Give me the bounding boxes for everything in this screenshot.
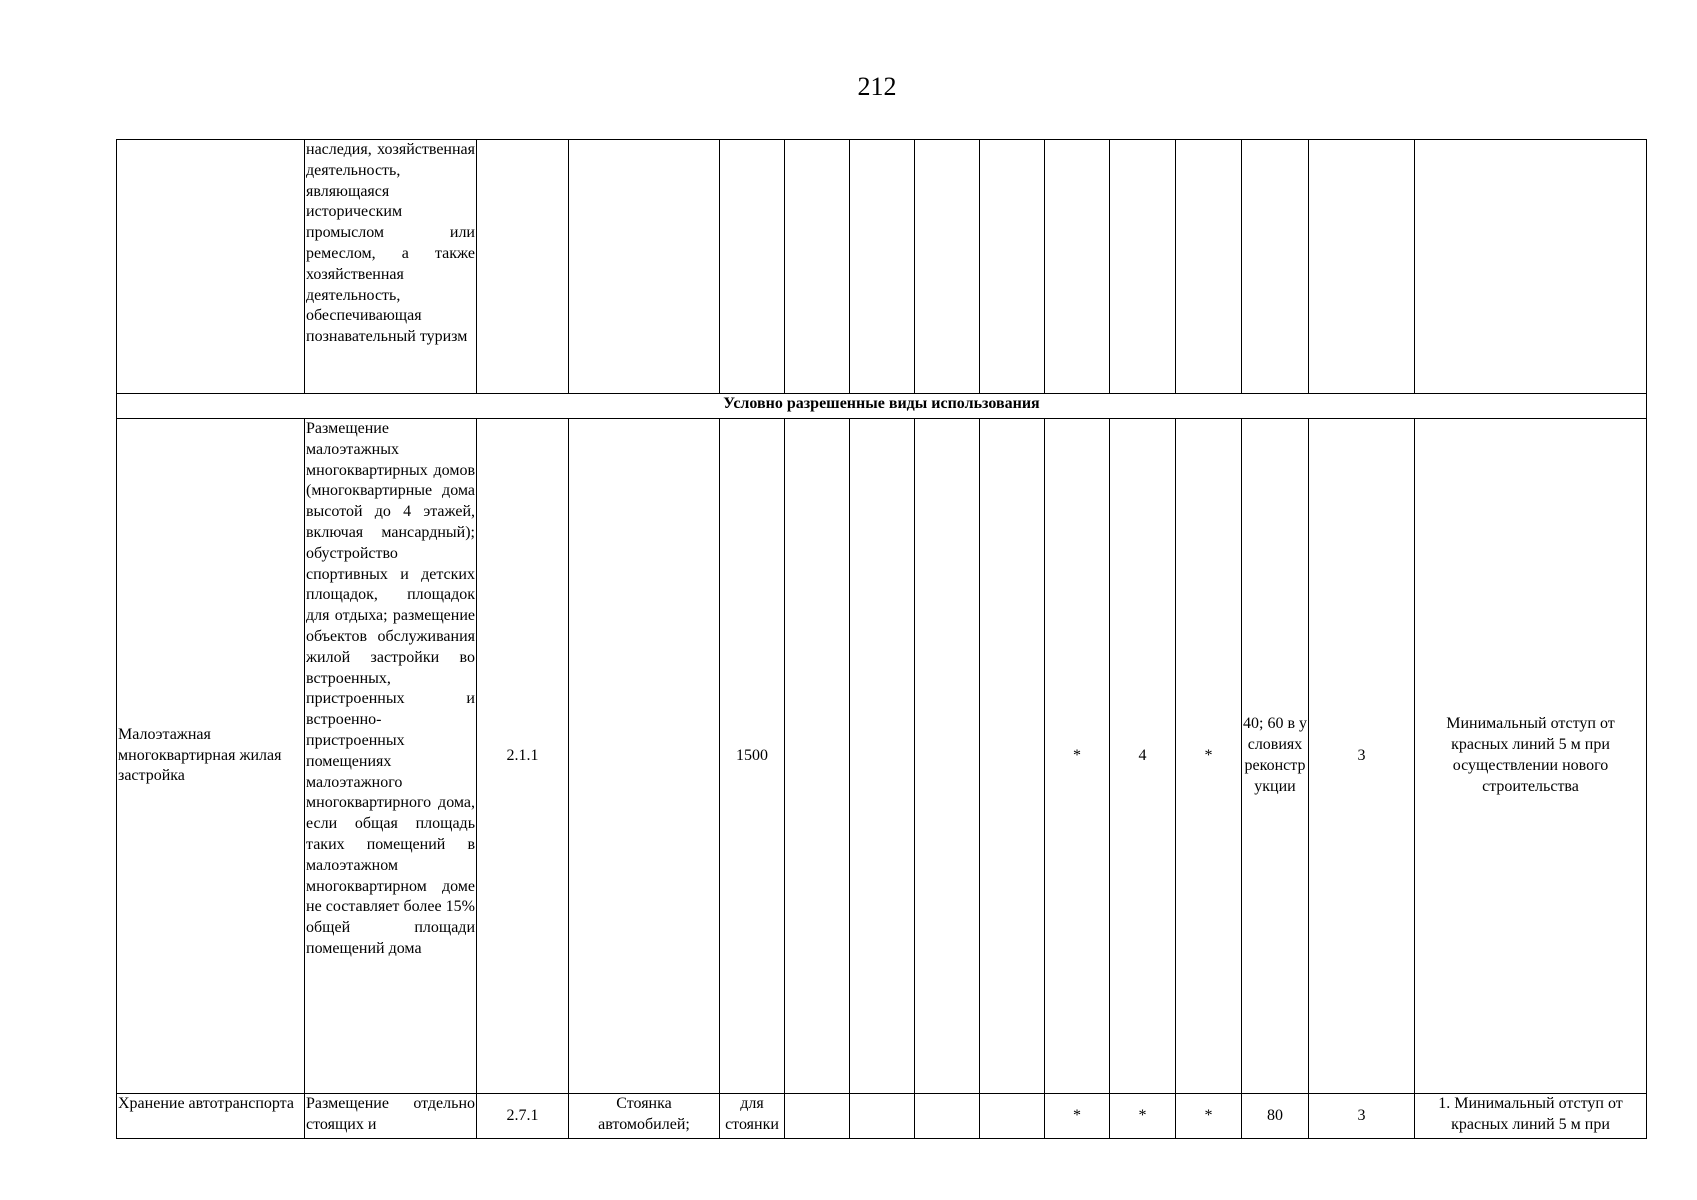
table-cell: [785, 1094, 850, 1139]
table-cell: [785, 140, 850, 394]
table-cell: [850, 140, 915, 394]
table-cell: [980, 1094, 1045, 1139]
table-cell: [1415, 140, 1647, 394]
table-cell: [1176, 140, 1242, 394]
table-cell: [569, 140, 720, 394]
use-code: 2.1.1: [477, 419, 569, 1094]
use-description: Размещение малоэтажных многоквартирных домов (многоквартирные дома высотой до 4 этажей, включая мансардный); обустройство спортивных и детских площадок, площадок для отдыха; размещение объектов обслуживания жилой застройки во встроенных, пристроенных и встроенно-пристроенных помещениях малоэтажного многоквартирного дома, если общая площадь таких помещений в малоэтажном многоквартирном доме не составляет более 15% общей площади помещений дома: [305, 419, 477, 1094]
use-name: Малоэтажная многоквартирная жилая застройка: [117, 419, 305, 1094]
param-value: 4: [1110, 419, 1176, 1094]
use-code: 2.7.1: [477, 1094, 569, 1139]
param-value: *: [1045, 419, 1110, 1094]
table-cell: [850, 419, 915, 1094]
regulations-table: [116, 139, 1647, 1139]
table-cell: [915, 1094, 980, 1139]
table-row: [117, 419, 1647, 1094]
table-cell: [785, 419, 850, 1094]
table-cell: [1045, 140, 1110, 394]
table-cell: [1309, 140, 1415, 394]
table-cell: для стоянки: [720, 1094, 785, 1139]
param-value: *: [1176, 1094, 1242, 1139]
page-number: 212: [857, 72, 897, 101]
table-cell: [477, 140, 569, 394]
table-cell: [117, 140, 305, 394]
table-cell: [850, 1094, 915, 1139]
table-cell: [915, 419, 980, 1094]
use-note: Минимальный отступ от красных линий 5 м при осуществлении нового строительства: [1415, 419, 1647, 1094]
table-row: [117, 140, 1647, 394]
param-value: 3: [1309, 1094, 1415, 1139]
param-value: 3: [1309, 419, 1415, 1094]
table-cell: [569, 419, 720, 1094]
table-cell: [980, 140, 1045, 394]
table-cell: [1110, 140, 1176, 394]
table-row: [117, 1094, 1647, 1139]
coverage-percent: 80: [1242, 1094, 1309, 1139]
use-name: Хранение автотранспорта: [117, 1094, 305, 1139]
table-cell: [915, 140, 980, 394]
param-value: *: [1176, 419, 1242, 1094]
use-note: 1. Минимальный отступ от красных линий 5 м при: [1415, 1094, 1647, 1139]
table-cell: [1242, 140, 1309, 394]
table-cell: [980, 419, 1045, 1094]
param-value: *: [1110, 1094, 1176, 1139]
use-description: Размещение отдельно стоящих и: [305, 1094, 477, 1139]
param-value: *: [1045, 1094, 1110, 1139]
coverage-percent: 40; 60 в условиях реконструкции: [1242, 419, 1309, 1094]
table-cell: [720, 140, 785, 394]
min-area: 1500: [720, 419, 785, 1094]
table-cell: Стоянка автомобилей;: [569, 1094, 720, 1139]
section-title: Условно разрешенные виды использования: [117, 394, 1647, 419]
use-description: наследия, хозяйственная деятельность, являющаяся историческим промыслом или ремеслом, а также хозяйственная деятельность, обеспечивающая познавательный туризм: [305, 140, 477, 394]
section-header-row: [117, 394, 1647, 419]
